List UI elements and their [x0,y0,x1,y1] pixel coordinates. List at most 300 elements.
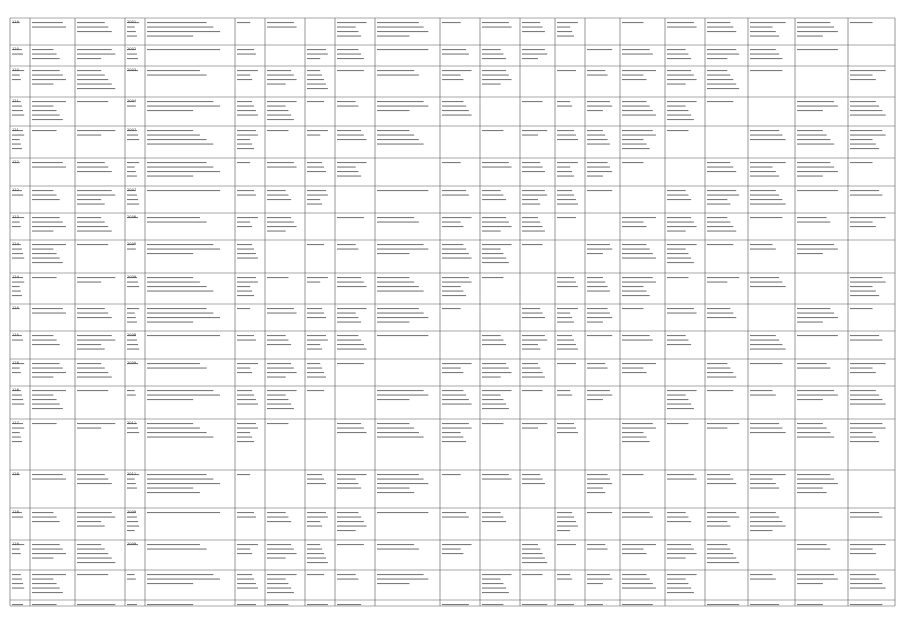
cell-text-line [147,474,207,475]
cell-text-line [32,222,63,223]
cell-text-line [337,432,367,433]
cell-text-line [377,399,409,400]
cell-text-line [337,217,364,218]
cell-text-line [750,349,786,350]
cell-text-line [442,423,469,424]
cell-text-line [377,432,419,433]
cell-text-line [557,390,570,391]
cell-text-line [77,75,105,76]
cell-text-line [307,526,322,527]
cell-text-line [337,579,358,580]
cell-text-line [147,75,207,76]
cell-text-line [622,130,653,131]
cell-text-line [147,492,200,493]
cell-text-line [482,344,506,345]
cell-text-line [797,335,838,336]
cell-text-line [127,249,136,250]
cell-text-line [377,428,414,429]
cell-text-line [307,70,320,71]
cell-text-line [32,308,63,309]
cell-text-line [797,368,830,369]
cell-text-line [482,399,503,400]
cell-text-line [482,372,512,373]
cell-text-line [667,249,686,250]
cell-text-line [442,395,466,396]
cell-text-line [707,162,730,163]
cell-text-line [307,390,324,391]
cell-text-line [307,335,326,336]
cell-text-line [707,368,730,369]
cell-text-line [522,222,540,223]
cell-text-line [750,130,779,131]
cell-text-line [522,171,545,172]
cell-text-line [307,553,324,554]
cell-text-line [667,49,686,50]
cell-text-line [237,115,258,116]
cell-text-line [77,574,108,575]
cell-text-line [522,167,543,168]
cell-text-line [442,549,461,550]
row-number: 128 [12,472,19,476]
cell-text-line [750,204,786,205]
cell-text-line [267,70,291,71]
cell-text-line [237,253,256,254]
cell-text-line [557,579,572,580]
cell-text-line [557,282,576,283]
row-number: 125 [12,306,19,310]
cell-text-line [77,84,112,85]
cell-text-line [237,139,250,140]
cell-text-line [482,423,503,424]
cell-text-line [127,395,136,396]
cell-text-line [237,106,254,107]
cell-text-line [267,574,297,575]
cell-text-line [850,399,882,400]
cell-text-line [337,512,358,513]
cell-text-line [482,253,503,254]
cell-text-line [32,592,63,593]
cell-text-line [622,135,656,136]
cell-text-line [482,335,501,336]
cell-text-line [337,286,367,287]
cell-text-line [850,437,876,438]
cell-text-line [307,377,326,378]
cell-text-line [77,483,112,484]
cell-text-line [237,372,252,373]
cell-text-line [12,115,24,116]
row-year: 2009 [127,510,137,514]
cell-text-line [127,282,138,283]
cell-text-line [12,604,23,605]
cell-text-line [622,115,656,116]
cell-text-line [32,377,53,378]
cell-text-line [797,437,834,438]
cell-text-line [337,483,358,484]
cell-text-line [707,517,739,518]
cell-text-line [32,106,53,107]
cell-text-line [522,363,538,364]
cell-text-line [442,195,469,196]
cell-text-line [850,295,879,296]
cell-text-line [237,286,250,287]
cell-text-line [337,308,367,309]
cell-text-line [307,101,324,102]
cell-text-line [850,549,873,550]
cell-text-line [797,322,823,323]
row-number: 119 [12,20,19,24]
cell-text-line [32,408,63,409]
cell-text-line [12,428,24,429]
cell-text-line [267,277,288,278]
cell-text-line [77,88,115,89]
cell-text-line [850,335,879,336]
cell-text-line [557,308,578,309]
cell-text-line [750,390,773,391]
cell-text-line [147,583,193,584]
cell-text-line [622,226,647,227]
cell-text-line [750,604,779,605]
cell-text-line [522,562,547,563]
cell-text-line [147,479,213,480]
cell-text-line [77,199,101,200]
cell-text-line [377,244,424,245]
cell-text-line [750,579,776,580]
cell-text-line [797,549,830,550]
cell-text-line [32,399,57,400]
cell-text-line [622,79,647,80]
cell-text-line [442,363,472,364]
cell-text-line [707,558,736,559]
cell-text-line [622,54,653,55]
cell-text-line [522,49,545,50]
cell-text-line [707,195,739,196]
cell-text-line [12,148,22,149]
cell-text-line [482,84,501,85]
cell-text-line [32,517,57,518]
cell-text-line [267,588,291,589]
cell-text-line [442,217,472,218]
cell-text-line [127,58,138,59]
cell-text-line [797,308,830,309]
cell-text-line [77,31,112,32]
cell-text-line [147,110,193,111]
cell-text-line [667,474,694,475]
cell-text-line [557,135,576,136]
cell-text-line [707,390,733,391]
cell-text-line [147,22,207,23]
cell-text-line [557,195,574,196]
cell-text-line [707,521,727,522]
cell-text-line [482,190,501,191]
cell-text-line [12,404,24,405]
cell-text-line [622,106,650,107]
cell-text-line [557,167,570,168]
cell-text-line [377,544,414,545]
cell-text-line [267,195,288,196]
cell-text-line [32,313,66,314]
cell-text-line [442,54,469,55]
cell-text-line [377,335,428,336]
cell-text-line [267,119,294,120]
cell-text-line [587,512,612,513]
cell-text-line [12,195,23,196]
row-number: 126 [12,361,19,365]
cell-text-line [237,474,250,475]
cell-text-line [587,488,603,489]
cell-text-line [337,130,361,131]
cell-text-line [667,130,688,131]
cell-text-line [237,244,252,245]
cell-text-line [850,135,886,136]
cell-text-line [442,277,469,278]
cell-text-line [77,308,105,309]
cell-text-line [147,101,213,102]
cell-text-line [237,604,256,605]
cell-text-line [237,277,256,278]
cell-text-line [147,291,213,292]
cell-text-line [587,313,610,314]
cell-text-line [377,277,409,278]
cell-text-line [377,313,424,314]
cell-text-line [797,31,838,32]
cell-text-line [267,553,297,554]
cell-text-line [267,604,288,605]
cell-text-line [587,308,608,309]
cell-text-line [337,162,367,163]
cell-text-line [267,399,288,400]
cell-text-line [237,390,252,391]
cell-text-line [557,521,576,522]
cell-text-line [237,190,254,191]
cell-text-line [12,295,22,296]
cell-text-line [522,474,540,475]
cell-text-line [377,512,428,513]
cell-text-line [707,204,730,205]
cell-text-line [77,349,105,350]
cell-text-line [442,399,469,400]
cell-text-line [12,110,23,111]
cell-text-line [267,368,294,369]
cell-text-line [587,474,608,475]
cell-text-line [750,483,776,484]
cell-text-line [622,139,643,140]
cell-text-line [12,395,22,396]
cell-text-line [307,88,328,89]
cell-text-line [77,313,108,314]
cell-text-line [377,106,428,107]
cell-text-line [850,340,882,341]
cell-text-line [147,574,213,575]
cell-text-line [377,101,424,102]
cell-text-line [750,167,773,168]
cell-text-line [667,75,694,76]
cell-text-line [797,313,834,314]
row-year: ... [127,306,131,310]
cell-text-line [77,377,112,378]
cell-text-line [267,101,297,102]
cell-text-line [32,253,57,254]
cell-text-line [12,432,20,433]
cell-text-line [127,479,135,480]
cell-text-line [237,162,250,163]
cell-text-line [707,84,736,85]
cell-text-line [32,84,53,85]
cell-text-line [127,579,136,580]
cell-text-line [442,428,472,429]
cell-text-line [32,404,60,405]
cell-text-line [237,308,250,309]
cell-text-line [667,308,694,309]
cell-text-line [442,190,466,191]
cell-text-line [750,344,782,345]
cell-text-line [797,135,827,136]
cell-text-line [442,110,469,111]
cell-text-line [707,479,733,480]
cell-text-line [667,226,697,227]
cell-text-line [77,49,112,50]
cell-text-line [622,588,656,589]
cell-text-line [147,313,213,314]
cell-text-line [557,313,570,314]
cell-text-line [237,144,252,145]
cell-text-line [797,176,823,177]
cell-text-line [377,483,428,484]
cell-text-line [12,441,22,442]
cell-text-line [127,526,139,527]
cell-text-line [337,322,361,323]
cell-text-line [32,244,66,245]
cell-text-line [707,553,733,554]
cell-text-line [667,106,686,107]
cell-text-line [127,286,139,287]
cell-text-line [850,579,879,580]
cell-text-line [750,139,786,140]
cell-text-line [850,195,882,196]
cell-text-line [850,226,876,227]
cell-text-line [750,199,782,200]
cell-text-line [522,308,540,309]
cell-text-line [587,277,603,278]
cell-text-line [32,474,63,475]
cell-text-line [77,101,108,102]
cell-text-line [337,349,367,350]
cell-text-line [850,372,876,373]
cell-text-line [32,79,66,80]
cell-text-line [32,390,66,391]
row-year: 2007 [127,128,137,132]
cell-text-line [797,27,834,28]
cell-text-line [77,512,112,513]
cell-text-line [707,199,727,200]
cell-text-line [337,101,356,102]
cell-text-line [267,344,291,345]
cell-text-line [707,372,733,373]
cell-text-line [32,521,60,522]
cell-text-line [707,317,736,318]
cell-text-line [707,428,727,429]
cell-text-line [127,432,139,433]
cell-text-line [442,291,463,292]
cell-text-line [377,130,409,131]
cell-text-line [707,22,730,23]
cell-text-line [482,592,509,593]
cell-text-line [32,340,57,341]
cell-text-line [147,483,220,484]
cell-text-line [557,286,578,287]
cell-text-line [622,544,656,545]
cell-text-line [797,399,823,400]
cell-text-line [32,54,57,55]
cell-text-line [442,253,469,254]
cell-text-line [707,277,739,278]
cell-text-line [377,222,419,223]
cell-text-line [32,115,60,116]
cell-text-line [77,231,112,232]
cell-text-line [667,27,697,28]
cell-text-line [337,49,358,50]
cell-text-line [482,167,512,168]
cell-text-line [667,408,694,409]
cell-text-line [267,75,294,76]
cell-text-line [267,27,297,28]
cell-text-line [77,474,105,475]
cell-text-line [267,162,294,163]
cell-text-line [797,363,827,364]
cell-text-line [377,135,414,136]
cell-text-line [482,195,503,196]
cell-text-line [442,553,463,554]
cell-text-line [797,428,827,429]
row-number: 124 [12,242,19,246]
cell-text-line [237,544,258,545]
cell-text-line [557,70,576,71]
cell-text-line [442,101,463,102]
cell-text-line [32,162,63,163]
cell-text-line [557,349,578,350]
cell-text-line [32,395,53,396]
cell-text-line [707,231,736,232]
cell-text-line [77,162,105,163]
cell-text-line [32,226,66,227]
cell-text-line [307,282,320,283]
cell-text-line [32,195,57,196]
cell-text-line [237,428,258,429]
cell-text-line [147,604,193,605]
cell-text-line [442,517,469,518]
cell-text-line [557,217,576,218]
cell-text-line [622,553,647,554]
cell-text-line [147,190,220,191]
cell-text-line [482,22,509,23]
cell-text-line [77,54,115,55]
cell-text-line [587,101,610,102]
cell-text-line [377,308,419,309]
cell-text-line [377,217,414,218]
cell-text-line [237,512,254,513]
cell-text-line [147,549,207,550]
cell-text-line [77,277,115,278]
cell-text-line [127,199,138,200]
cell-text-line [587,106,612,107]
cell-text-line [750,49,776,50]
cell-text-line [557,432,578,433]
cell-text-line [307,79,324,80]
cell-text-line [557,604,574,605]
cell-text-line [32,368,63,369]
cell-text-line [587,399,603,400]
cell-text-line [77,372,108,373]
row-year: 2009 [127,361,137,365]
